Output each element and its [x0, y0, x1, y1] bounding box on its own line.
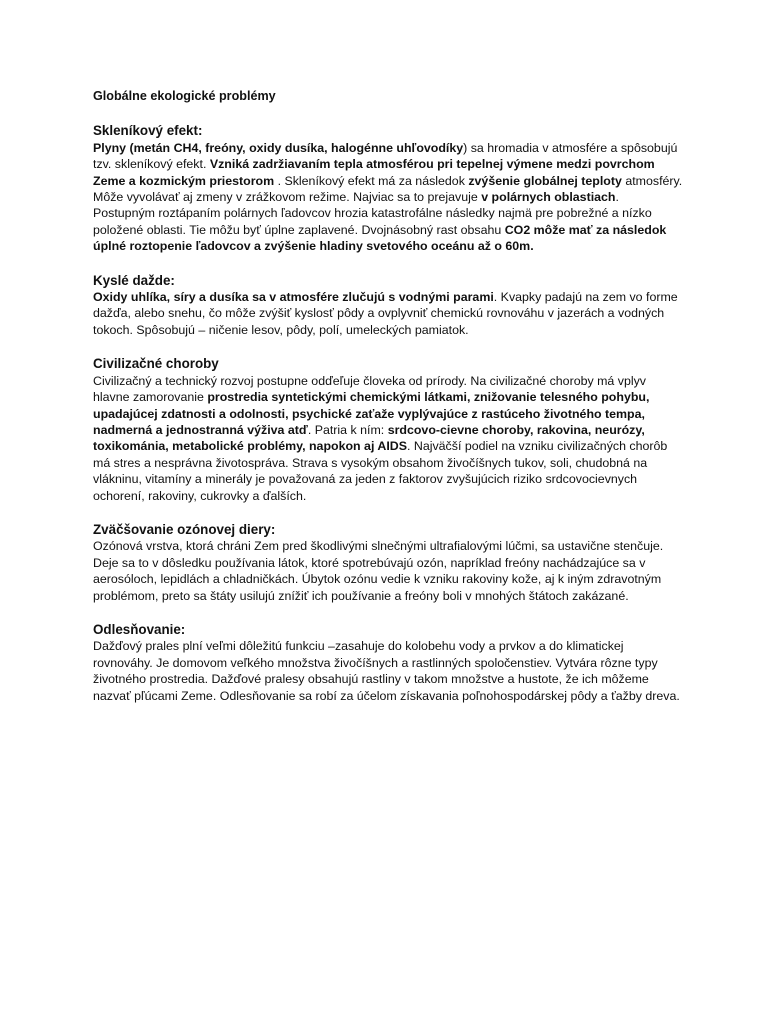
section-civilizacne-choroby	[93, 356, 683, 504]
text-run: atmosféry. Môže vyvolávať aj zmeny v zrážkovom režime. Najviac sa to prejavuje	[93, 173, 683, 205]
text-run: . Kvapky padajú na zem vo forme dažďa, alebo snehu, čo môže zvýšiť kyslosť pôdy a ovplyvniť chemickú rovnováhu v jazerách a vodných tokoch. Spôsobujú – ničenie lesov, pôdy, polí, umeleckých pamiatok.	[93, 290, 678, 337]
text-run-bold: Vzniká zadržiavaním tepla atmosférou pri tepelnej výmene medzi povrchom Zeme a kozmickým priestorom	[93, 157, 655, 188]
text-run: Dažďový prales plní veľmi dôležitú funkciu –zasahuje do kolobehu vody a prvkov a do klimatickej rovnováhy. Je domovom veľkého množstva živočíšnych a rastlinných spoločenstiev. Vytvára rôzne typy životného prostredia. Dažďové pralesy obsahujú rastliny v takom množstve a hustote, že ich môžeme nazvať pľúcami Zeme. Odlesňovanie sa robí za účelom získavania poľnohospodárskej pôdy a ťažby dreva.	[93, 639, 680, 703]
text-run: . Skleníkový efekt má za následok	[274, 173, 469, 188]
text-run: ) sa hromadia v atmosfére a spôsobujú tzv. skleníkový efekt.	[93, 140, 678, 172]
section-body	[93, 538, 683, 604]
text-run: . Postupným roztápaním polárnych ľadovcov hrozia katastrofálne následky najmä pre pobrežné a nízko položené oblasti. Tie môžu byť úplne zaplavené. Dvojnásobný rast obsahu	[93, 190, 652, 237]
section-body	[93, 140, 683, 255]
document-title: Globálne ekologické problémy	[93, 89, 276, 103]
text-run-bold: prostredia syntetickými chemickými látkami, znižovanie telesného pohybu, upadajúcej zdatnosti a odolnosti, psychické zaťaže vyplývajúce z rastúceho životného tempa, nadmerná a jednostranná výživa atď	[93, 390, 650, 437]
text-run: Civilizačný a technický rozvoj postupne odďeľuje človeka od prírody. Na civilizačné choroby má vplyv hlavne zamorovanie	[93, 373, 646, 405]
text-run-bold: Oxidy uhlíka, síry a dusíka sa v atmosfére zlučujú s vodnými parami	[93, 290, 494, 305]
section-sklenikovy-efekt	[93, 123, 683, 254]
section-heading: Kyslé dažde:	[93, 272, 175, 288]
text-run-bold: srdcovo-cievne choroby, rakovina, neurózy, toxikománia, metabolické problémy, napokon aj AIDS	[93, 422, 645, 454]
section-heading: Skleníkový efekt:	[93, 123, 203, 139]
text-run-bold: CO2 môže mať za následok úplné roztopenie ľadovcov a zvýšenie hladiny svetového oceánu až o 60m.	[93, 222, 667, 254]
text-run: . Patria k ním:	[307, 422, 388, 437]
section-heading: Odlesňovanie:	[93, 621, 186, 637]
section-heading: Civilizačné choroby	[93, 356, 219, 372]
section-heading: Zväčšovanie ozónovej diery:	[93, 521, 276, 537]
section-body	[93, 638, 683, 704]
text-run: Ozónová vrstva, ktorá chráni Zem pred škodlivými slnečnými ultrafialovými lúčmi, sa ustavične stenčuje. Deje sa to v dôsledku používania látok, ktoré spotrebúvajú ozón, napríklad freóny nachádzajúce sa v aerosóloch, lepidlách a chladničkách. Úbytok ozónu vedie k vzniku rakoviny kože, aj k iným zdravotným problémom, preto sa štáty usilujú znížiť ich používanie a freóny boli v mnohých štátoch zakázané.	[93, 539, 664, 603]
text-run-bold: Plyny (metán CH4, freóny, oxidy dusíka, halogénne uhľovodíky	[93, 140, 464, 155]
section-body	[93, 373, 683, 504]
section-ozonova-diera	[93, 522, 683, 604]
section-kysle-dazde	[93, 273, 683, 339]
section-body	[93, 289, 683, 338]
text-run: . Najväčší podiel na vzniku civilizačných chorôb má stres a nesprávna životospráva. Strava s vysokým obsahom živočíšnych tukov, soli, chudobná na vlákninu, vitamíny a minerály je považovaná za jeden z faktorov zvyšujúcich riziko srdcovocievnych ochorení, rakoviny, cukrovky a ďalších.	[93, 439, 668, 503]
text-run-bold: zvýšenie globálnej teploty	[468, 173, 622, 188]
section-odlesnovanie	[93, 622, 683, 704]
document-content	[93, 88, 683, 722]
text-run-bold: v polárnych oblastiach	[481, 190, 616, 205]
